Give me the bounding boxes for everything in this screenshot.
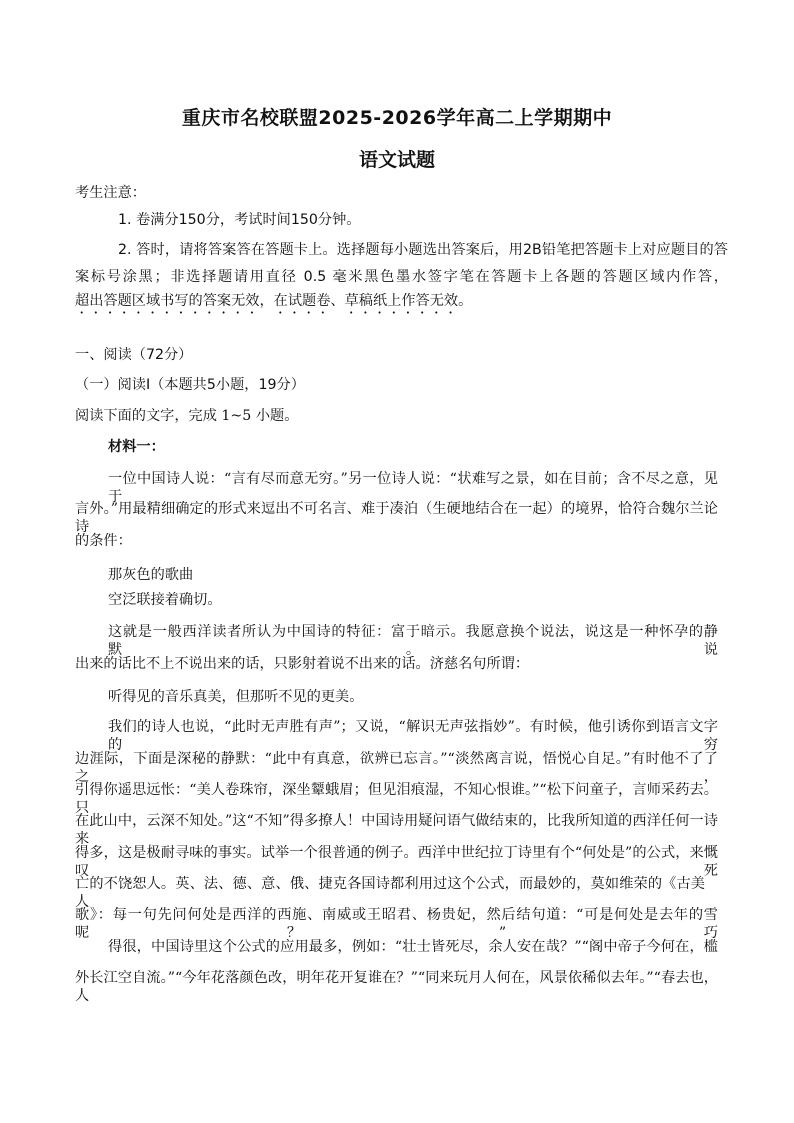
exam-title: 重庆市名校联盟2025-2026学年高二上学期期中 [181, 107, 613, 129]
paragraph-2-line-1: 这就是一般西洋读者所认为中国诗的特征：富于暗示。我愿意换个说法，说这是一种怀孕的静默。说 [108, 624, 718, 658]
poem-line-2: 空泛联接着确切。 [108, 592, 222, 608]
notice-heading: 考生注意： [75, 185, 146, 201]
paragraph-1-line-1: 一位中国诗人说：“言有尽而意无穷。”另一位诗人说：“状难写之景，如在目前；含不尽之意，见于 [108, 471, 718, 505]
paragraph-4-line-2: 外长江空自流。”“今年花落颜色改，明年花开复谁在？”“同来玩月人何在，风景依稀似去年。”“春去也，人 [75, 970, 718, 1004]
paragraph-3-line-1: 我们的诗人也说，“此时无声胜有声”；又说，“解识无声弦指妙”。有时候，他引诱你到语言文字的穷 [108, 719, 718, 753]
reading-instruction: 阅读下面的文字，完成 1~5 小题。 [75, 408, 299, 424]
paragraph-3-line-3: 引得你遥思远怅：“美人卷珠帘，深坐颦蛾眉；但见泪痕湿，不知心恨谁。”“松下问童子，言师采药去。只 [75, 782, 718, 816]
paragraph-2-line-2: 出来的话比不上不说出来的话，只影射着说不出来的话。济慈名句所谓： [75, 656, 530, 672]
notice-item-1: 1. 卷满分150分，考试时间150分钟。 [118, 212, 361, 228]
paragraph-3-line-2: 边涯际，下面是深秘的静默：“此中有真意，欲辨已忘言。”“淡然离言说，悟悦心自足。”有时他不了了之， [75, 751, 718, 785]
subject-title: 语文试题 [358, 149, 435, 171]
paragraph-1-line-3: 的条件： [75, 533, 132, 549]
keats-quote: 听得见的音乐真美，但那听不见的更美。 [108, 689, 364, 705]
poem-line-1: 那灰色的歌曲 [108, 567, 194, 583]
paragraph-1-line-2: 言外。”用最精细确定的形式来逗出不可名言、难于凑泊（生硬地结合在一起）的境界，恰符合魏尔兰论诗 [75, 501, 718, 535]
notice-item-2-line-3: 超出答题区域书写的答案无效，在试题卷、草稿纸上作答无效。 [75, 293, 473, 309]
paragraph-4-line-1: 得很，中国诗里这个公式的应用最多，例如：“壮士皆死尽，余人安在哉？”“阁中帝子今何在，槛 [108, 939, 718, 955]
paragraph-3-line-6: 亡的不饶恕人。英、法、德、意、俄、捷克各国诗都利用过这个公式，而最妙的，莫如维荣的《古美人 [75, 876, 705, 910]
material-label: 材料一： [108, 439, 165, 455]
part-heading: 一、阅读（72分） [75, 347, 193, 363]
paragraph-3-line-7: 歌》：每一句先问何处是西洋的西施、南威或王昭君、杨贵妃，然后结句道：“可是何处是去年的雪呢？”巧 [75, 907, 718, 941]
paragraph-3-line-5: 得多，这是极耐寻味的事实。试举一个很普通的例子。西洋中世纪拉丁诗里有个“何处是”的公式，来慨叹死 [75, 845, 718, 879]
sub-section-heading: （一）阅读Ⅰ（本题共5小题，19分） [75, 377, 305, 393]
notice-item-2-line-1: 2. 答时，请将答案答在答题卡上。选择题每小题选出答案后，用2B铅笔把答题卡上对应题目的答 [118, 242, 728, 258]
notice-item-2-line-2: 案标号涂黑；非选择题请用直径 0.5 毫米黑色墨水签字笔在答题卡上各题的答题区域内作答， [75, 269, 728, 285]
paragraph-3-line-4: 在此山中，云深不知处。”这“不知”得多撩人！中国诗用疑问语气做结束的，比我所知道的西洋任何一诗来 [75, 813, 718, 847]
